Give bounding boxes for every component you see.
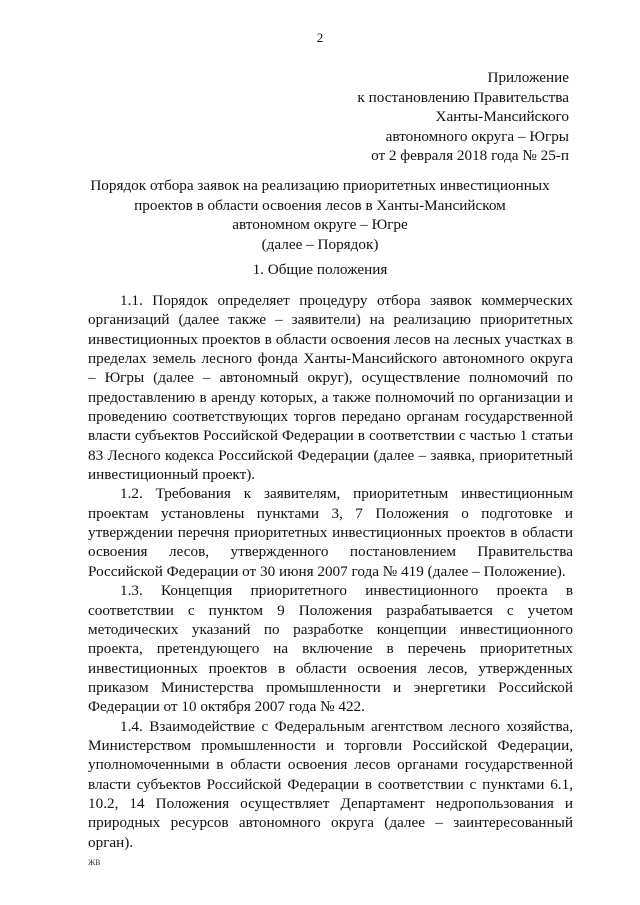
annex-line: автономного округа – Югры [385, 127, 569, 145]
title-line: Порядок отбора заявок на реализацию приоритетных инвестиционных [90, 177, 550, 194]
paragraph-1-1: 1.1. Порядок определяет процедуру отбора заявок коммерческих организаций (далее также – заявители) на реализацию приоритетных инвестиционных проектов в области освоения лесов на лесных участках в пределах земель лесного фонда Ханты-Мансийского автономного округа – Югры (далее – автономный округ), осуществление полномочий по предоставлению в аренду которых, а также полномочий по организации и проведению соответствующих торгов передано органам государственной власти субъектов Российской Федерации в соответствии с частью 1 статьи 83 Лесного кодекса Российской Федерации (далее – заявка, приоритетный инвестиционный проект). [88, 292, 573, 484]
title-line: (далее – Порядок) [261, 235, 379, 253]
paragraph-1-3: 1.3. Концепция приоритетного инвестиционного проекта в соответствии с пунктом 9 Положения разрабатывается с учетом методических указаний по разработке концепции инвестиционного проекта, претендующего на включение в перечень приоритетных инвестиционных проектов в области освоения лесов, утвержденных приказом Министерства промышленности и энергетики Российской Федерации от 10 октября 2007 года № 422. [88, 582, 573, 716]
title-line: проектов в области освоения лесов в Ханты-Мансийском [134, 196, 506, 214]
document-body [88, 291, 573, 852]
paragraph-1-2: 1.2. Требования к заявителям, приоритетным инвестиционным проектам установлены пунктами 3, 7 Положения о подготовке и утверждении перечня приоритетных инвестиционных проектов в области освоения лесов, утвержденного постановлением Правительства Российской Федерации от 30 июня 2007 года № 419 (далее – Положение). [88, 485, 573, 580]
annex-line: к постановлению Правительства [357, 88, 569, 106]
initials-mark: ЖВ [88, 858, 101, 867]
annex-line: Приложение [487, 69, 569, 86]
annex-header [357, 68, 569, 166]
document-title [0, 176, 640, 254]
page-number: 2 [316, 30, 324, 45]
annex-line: от 2 февраля 2018 года № 25-п [371, 147, 569, 164]
paragraph-1-4: 1.4. Взаимодействие с Федеральным агентством лесного хозяйства, Министерством промышленности и торговли Российской Федерации, уполномоченными в области освоения лесов органами государственной власти субъектов Российской Федерации в соответствии с пунктами 6.1, 10.2, 14 Положения осуществляет Департамент недропользования и природных ресурсов автономного округа (далее – заинтересованный орган). [88, 717, 573, 851]
annex-line: Ханты-Мансийского [435, 108, 569, 125]
title-line: автономном округе – Югре [232, 216, 408, 233]
section-title: 1. Общие положения [252, 261, 388, 278]
